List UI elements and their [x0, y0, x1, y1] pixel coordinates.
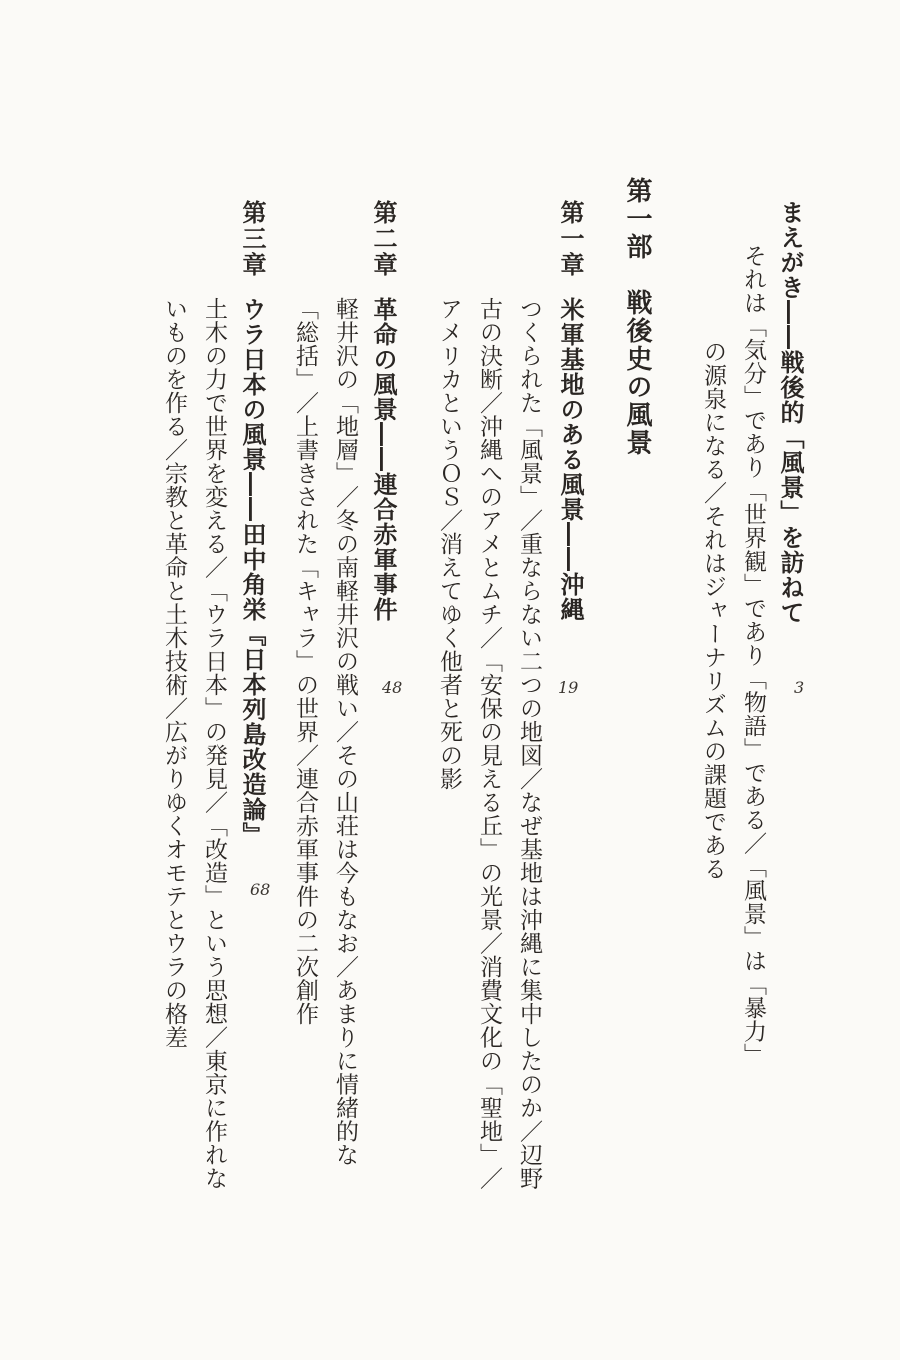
chapter-3-body-line-1: 土木の力で世界を変える／「ウラ日本」の発見／「改造」という思想／東京に作れな: [201, 297, 227, 1190]
chapter-2-body-line-1: 軽井沢の「地層」／冬の南軽井沢の戦い／その山荘は今もなお／あまりに情緒的な: [332, 297, 358, 1167]
part-title[interactable]: 第一部 戦後史の風景: [622, 177, 652, 457]
chapter-1-body-line-2: 古の決断／沖縄へのアメとムチ／「安保の見える丘」の光景／消費文化の「聖地」／: [476, 297, 502, 1190]
chapter-3-title[interactable]: ウラ日本の風景――田中角栄『日本列島改造論』: [238, 297, 267, 847]
chapter-2-page-number: 48: [382, 678, 403, 697]
chapter-1-label: 第一章: [556, 200, 585, 278]
chapter-1-page-number: 19: [558, 678, 579, 697]
chapter-3-page-number: 68: [250, 880, 271, 899]
preface-body-line-2: の源泉になる／それはジャーナリズムの課題である: [700, 340, 726, 881]
chapter-1-body-line-1: つくられた「風景」／重ならない二つの地図／なぜ基地は沖縄に集中したのか／辺野: [516, 297, 542, 1190]
chapter-2-label: 第二章: [369, 200, 398, 278]
chapter-2-title[interactable]: 革命の風景――連合赤軍事件: [369, 297, 398, 622]
chapter-2-body-line-2: 「総括」／上書きされた「キャラ」の世界／連合赤軍事件の二次創作: [292, 297, 318, 1026]
preface-body-line-1: それは「気分」であり「世界観」であり「物語」である／「風景」は「暴力」: [740, 244, 766, 1067]
chapter-1-title[interactable]: 米軍基地のある風景――沖縄: [556, 297, 585, 622]
preface-page-number: 3: [794, 678, 805, 697]
chapter-3-body-line-2: いものを作る／宗教と革命と土木技術／広がりゆくオモテとウラの格差: [161, 297, 187, 1049]
chapter-3-label: 第三章: [238, 200, 267, 278]
preface-title[interactable]: まえがき――戦後的「風景」を訪ねて: [776, 200, 805, 625]
chapter-1-body-line-3: アメリカというＯＳ／消えてゆく他者と死の影: [436, 297, 462, 791]
